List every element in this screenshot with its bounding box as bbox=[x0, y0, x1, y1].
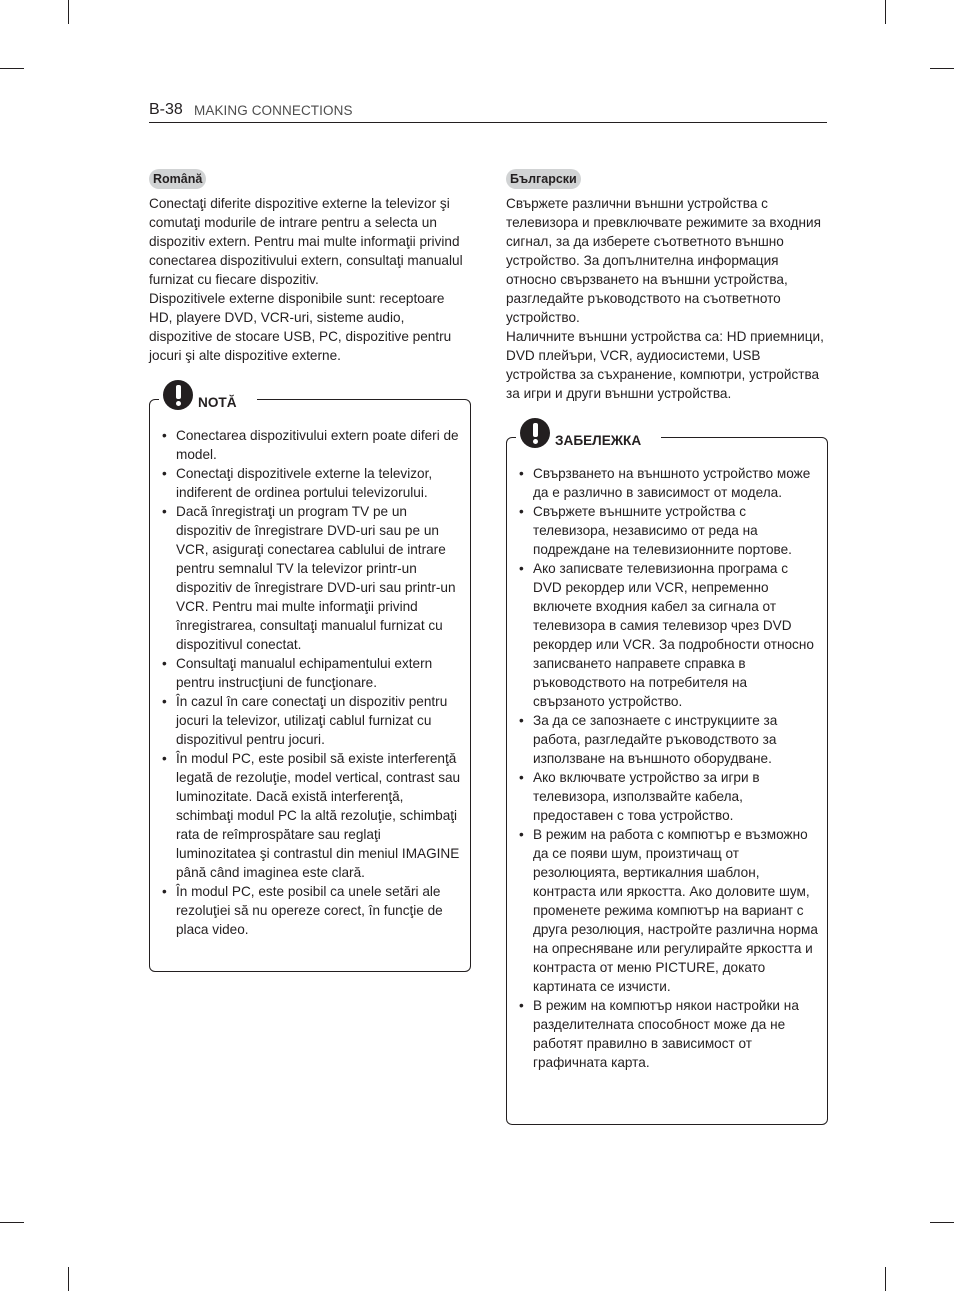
note-label: ЗАБЕЛЕЖКА bbox=[555, 433, 642, 448]
note-label: NOTĂ bbox=[198, 395, 237, 410]
devices-paragraph: Dispozitivele externe disponibile sunt: receptoare HD, playere DVD, VCR-uri, sisteme audio, dispozitive de stocare USB, PC, dispozitive pentru jocuri şi alte dispozitive externe. bbox=[149, 291, 452, 363]
intro-paragraph: Conectaţi diferite dispozitive externe la televizor şi comutaţi modurile de intrare pentru a selecta un dispozitiv extern. Pentru mai multe informaţii privind conectarea dispozitivului extern, consultaţi manualul furnizat cu fiecare dispozitiv. bbox=[149, 196, 463, 287]
list-item: • Conectaţi dispozitivele externe la televizor, indiferent de ordinea portului televizorului. bbox=[162, 464, 462, 502]
note-list bbox=[162, 426, 462, 939]
list-item: • Ако записвате телевизионна програма с DVD рекордер или VCR, непременно включете входния кабел за сигнала от телевизора в самия телевизор чрез DVD рекордер или VCR. За подробности относно записването направете справка в ръководството на потребителя на свързаното устройство. bbox=[519, 559, 819, 711]
note-box-romanian bbox=[149, 395, 471, 972]
section-title: MAKING CONNECTIONS bbox=[194, 103, 353, 118]
exclamation-icon bbox=[520, 418, 550, 448]
devices-paragraph: Наличните външни устройства са: HD приемници, DVD плейъри, VCR, аудиосистеми, USB устройства за съхранение, компютри, устройства за игри и други външни устройства. bbox=[506, 329, 824, 401]
page-header bbox=[149, 100, 827, 123]
crop-mark bbox=[68, 1267, 69, 1291]
crop-mark bbox=[930, 68, 954, 69]
list-item: • Ако включвате устройство за игри в телевизора, използвайте кабела, предоставен с това устройство. bbox=[519, 768, 819, 825]
crop-mark bbox=[0, 1222, 24, 1223]
crop-mark bbox=[930, 1222, 954, 1223]
language-badge-romanian: Română bbox=[149, 169, 206, 189]
language-badge-bulgarian: Български bbox=[506, 169, 581, 189]
note-list bbox=[519, 464, 819, 1072]
crop-mark bbox=[68, 0, 69, 24]
exclamation-icon bbox=[163, 380, 193, 410]
left-column bbox=[149, 169, 471, 365]
page-number: B-38 bbox=[149, 101, 183, 118]
list-item: • În modul PC, este posibil să existe interferenţă legată de rezoluţie, model vertical, contrast sau luminozitate. Dacă există interferenţă, schimbaţi modul PC la altă rezoluţie, schimbaţi rata de reîmprospătare sau reglaţi luminozitatea şi contrastul din meniul IMAGINE până când imaginea este clară. bbox=[162, 749, 462, 882]
crop-mark bbox=[885, 0, 886, 24]
list-item: • В режим на компютър някои настройки на разделителната способност може да не работят правилно в зависимост от графичната карта. bbox=[519, 996, 819, 1072]
note-header bbox=[516, 412, 661, 452]
crop-mark bbox=[0, 68, 24, 69]
note-header bbox=[159, 374, 257, 414]
list-item: • Conectarea dispozitivului extern poate diferi de model. bbox=[162, 426, 462, 464]
list-item: • Свържете външните устройства с телевизора, независимо от реда на подреждане на телевизионните портове. bbox=[519, 502, 819, 559]
intro-paragraph: Свържете различни външни устройства с телевизора и превключвате режимите за входния сигнал, за да изберете съответното външно устройство. За допълнителна информация относно свързването на външни устройства, разгледайте ръководството на съответното устройство. bbox=[506, 196, 821, 325]
right-column bbox=[506, 169, 828, 403]
crop-mark bbox=[885, 1267, 886, 1291]
list-item: • Свързването на външното устройство може да е различно в зависимост от модела. bbox=[519, 464, 819, 502]
list-item: • В режим на работа с компютър е възможно да се появи шум, произтичащ от резолюцията, вертикалния шаблон, контраста или яркостта. Ако доловите шум, променете режима компютър на вариант с друга резолюция, настройте различна норма на опресняване или регулирайте яркостта и контраста от меню PICTURE, докато картината се изчисти. bbox=[519, 825, 819, 996]
list-item: • Dacă înregistraţi un program TV pe un dispozitiv de înregistrare DVD-uri sau pe un VCR, asiguraţi conectarea cablului de intrare pentru semnalul TV la televizor printr-un dispozitiv de înregistrare DVD-uri sau printr-un VCR. Pentru mai multe informaţii privind înregistrarea, consultaţi manualul furnizat cu dispozitivul conectat. bbox=[162, 502, 462, 654]
list-item: • În cazul în care conectaţi un dispozitiv pentru jocuri la televizor, utilizaţi cablul furnizat cu dispozitivul pentru jocuri. bbox=[162, 692, 462, 749]
list-item: • Consultaţi manualul echipamentului extern pentru instrucţiuni de funcţionare. bbox=[162, 654, 462, 692]
list-item: • În modul PC, este posibil ca unele setări ale rezoluţiei să nu opereze corect, în funcţie de placa video. bbox=[162, 882, 462, 939]
list-item: • За да се запознаете с инструкциите за работа, разгледайте ръководството за използване на външното оборудване. bbox=[519, 711, 819, 768]
note-box-bulgarian bbox=[506, 433, 828, 1125]
